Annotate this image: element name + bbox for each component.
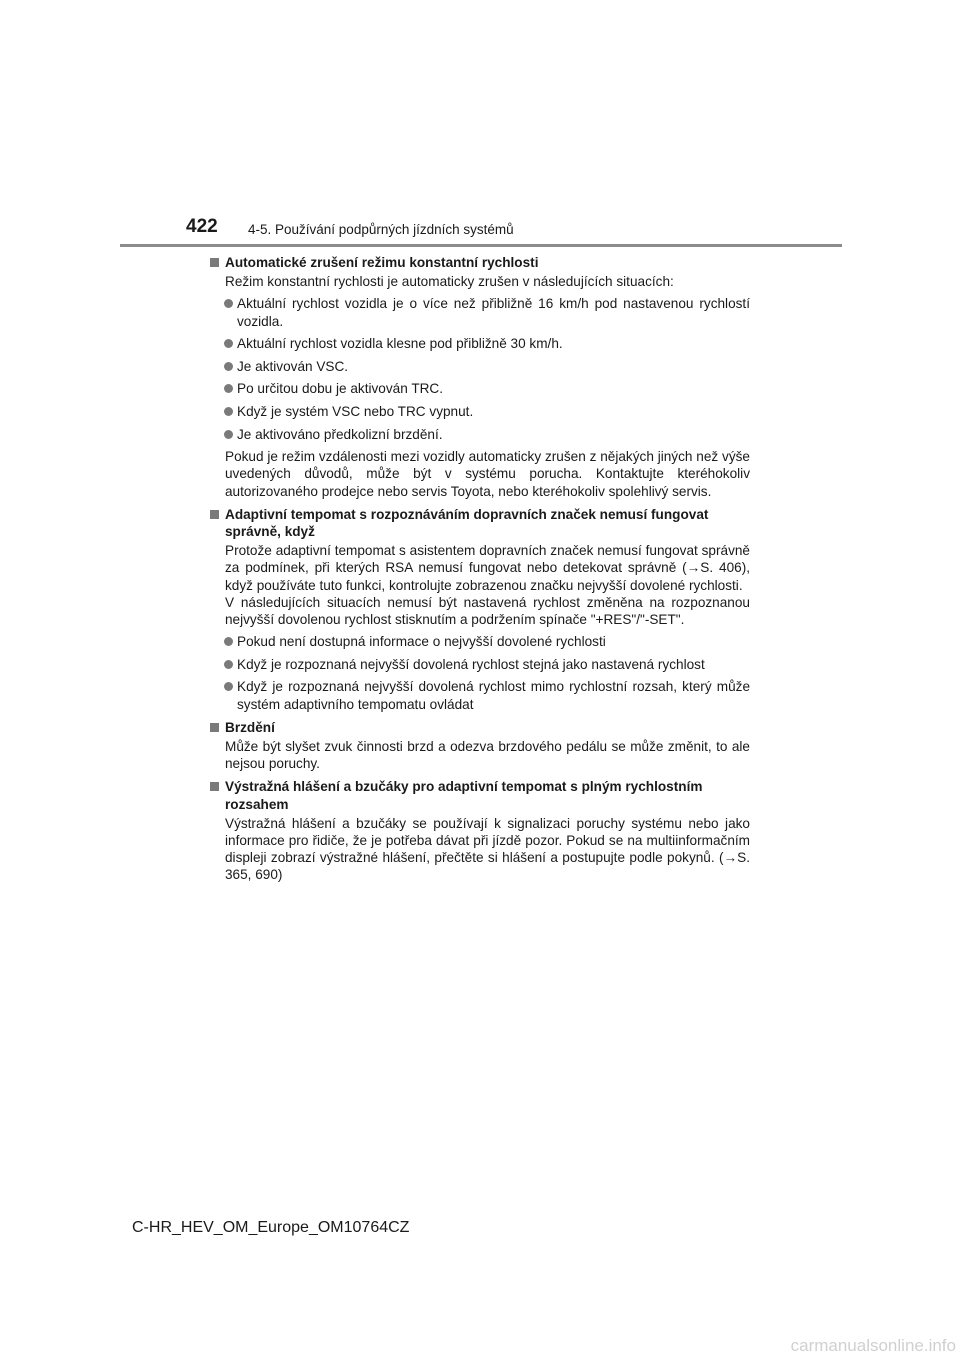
section-auto-cancel (210, 254, 750, 500)
list-item: Pokud není dostupná informace o nejvyšší dovolené rychlosti (210, 633, 750, 650)
circle-bullet-icon (224, 430, 233, 439)
list-item: Když je rozpoznaná nejvyšší dovolená rychlost stejná jako nastavená rychlost (210, 656, 750, 673)
paragraph: V následujících situacích nemusí být nastavená rychlost změněna na rozpoznanou nejvyšší dovolenou rychlost stisknutím a podržením spínače "+RES"/"-SET". (225, 594, 750, 627)
circle-bullet-icon (224, 384, 233, 393)
circle-bullet-icon (224, 660, 233, 669)
section-road-sign-acc (210, 506, 750, 713)
list-item: Po určitou dobu je aktivován TRC. (210, 380, 750, 397)
section-braking (210, 719, 750, 773)
list-item: Je aktivován VSC. (210, 358, 750, 375)
section-heading: Brzdění (210, 719, 750, 736)
header-divider (120, 244, 842, 247)
list-item: Je aktivováno předkolizní brzdění. (210, 426, 750, 443)
list-item: Když je rozpoznaná nejvyšší dovolená rychlost mimo rychlostní rozsah, který může systém adaptivního tempomatu ovládat (210, 678, 750, 712)
document-code: C-HR_HEV_OM_Europe_OM10764CZ (132, 1219, 410, 1236)
circle-bullet-icon (224, 299, 233, 308)
square-bullet-icon (210, 782, 219, 791)
circle-bullet-icon (224, 682, 233, 691)
chapter-title: 4-5. Používání podpůrných jízdních systémů (248, 222, 514, 237)
circle-bullet-icon (224, 362, 233, 371)
square-bullet-icon (210, 258, 219, 267)
page-number: 422 (186, 216, 218, 237)
paragraph: Může být slyšet zvuk činnosti brzd a odezva brzdového pedálu se může změnit, to ale nejsou poruchy. (225, 739, 750, 772)
section-heading: Automatické zrušení režimu konstantní rychlosti (210, 254, 750, 271)
paragraph: Režim konstantní rychlosti je automaticky zrušen v následujících situacích: (225, 274, 674, 290)
list-item: Aktuální rychlost vozidla klesne pod přibližně 30 km/h. (210, 335, 750, 352)
list-item: Když je systém VSC nebo TRC vypnut. (210, 403, 750, 420)
section-heading: Adaptivní tempomat s rozpoznáváním dopravních značek nemusí fungovat správně, když (210, 506, 750, 540)
section-warnings (210, 778, 750, 883)
paragraph: Protože adaptivní tempomat s asistentem dopravních značek nemusí fungovat správně za podmínek, při kterých RSA nemusí fungovat nebo detekovat správně (→S. 406), když používáte tuto funkci, kontrolujte zobrazenou značku nejvyšší dovolené rychlosti. (225, 543, 750, 593)
paragraph: Výstražná hlášení a bzučáky se používají k signalizaci poruchy systému nebo jako informace pro řidiče, že je potřeba dávat při jízdě pozor. Pokud se na multiinformačním displeji zobrazí výstražné hlášení, přečtěte si hlášení a postupujte podle pokynů. (→S. 365, 690) (225, 815, 750, 883)
circle-bullet-icon (224, 339, 233, 348)
circle-bullet-icon (224, 407, 233, 416)
watermark: carmanualsonline.info (790, 1336, 956, 1355)
list-item: Aktuální rychlost vozidla je o více než přibližně 16 km/h pod nastavenou rychlostí vozidla. (210, 295, 750, 329)
circle-bullet-icon (224, 637, 233, 646)
page-content (210, 254, 750, 890)
paragraph: Pokud je režim vzdálenosti mezi vozidly automaticky zrušen z nějakých jiných než výše uvedených důvodů, může být v systému porucha. Kontaktujte kteréhokoliv autorizovaného prodejce nebo servis Toyota, nebo kteréhokoliv spolehlivý servis. (225, 449, 750, 499)
section-heading: Výstražná hlášení a bzučáky pro adaptivní tempomat s plným rychlostním rozsahem (210, 778, 750, 812)
square-bullet-icon (210, 723, 219, 732)
square-bullet-icon (210, 510, 219, 519)
